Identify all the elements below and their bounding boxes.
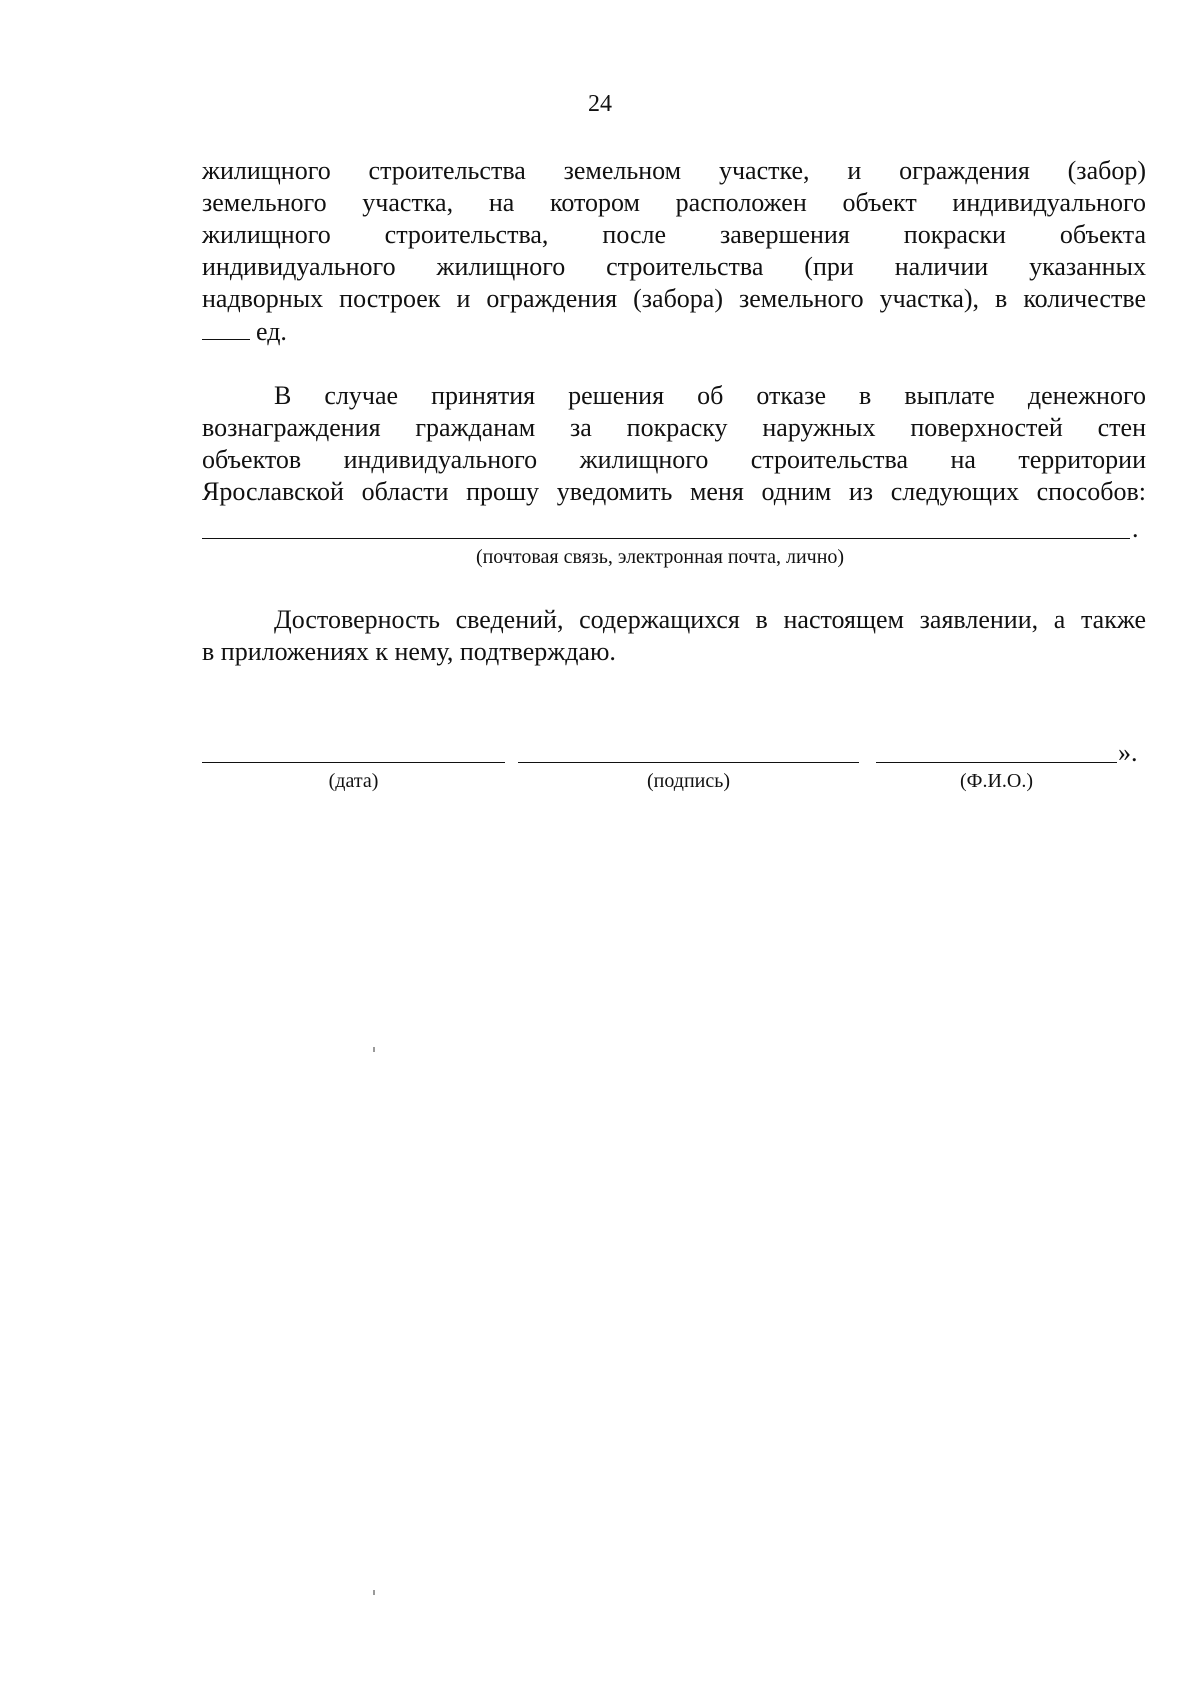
paragraph-1-line: индивидуального жилищного строительства (при наличии указанных xyxy=(202,252,1146,281)
quantity-unit: ед. xyxy=(256,317,287,346)
paragraph-1-line: жилищного строительства, после завершения покраски объекта xyxy=(202,220,1146,249)
closing-quote: ». xyxy=(1118,738,1138,767)
paragraph-1-line: жилищного строительства земельном участке, и ограждения (забор) xyxy=(202,156,1146,185)
quantity-line xyxy=(202,315,1146,347)
paragraph-2-line: В случае принятия решения об отказе в выплате денежного xyxy=(274,381,1146,410)
scan-speck xyxy=(373,1047,375,1052)
notification-method-field xyxy=(202,538,1130,539)
paragraph-3 xyxy=(202,604,1146,668)
paragraph-3-line: в приложениях к нему, подтверждаю. xyxy=(202,637,616,666)
paragraph-3-line: Достоверность сведений, содержащихся в настоящем заявлении, а также xyxy=(274,605,1146,634)
date-caption: (дата) xyxy=(328,770,379,792)
paragraph-2-line: вознаграждения гражданам за покраску наружных поверхностей стен xyxy=(202,413,1146,442)
paragraph-1-line: земельного участка, на котором расположен объект индивидуального xyxy=(202,188,1146,217)
full-name-field xyxy=(876,762,1117,763)
signature-field xyxy=(518,762,859,763)
paragraph-2 xyxy=(202,380,1146,508)
scan-speck xyxy=(373,1590,375,1595)
date-field xyxy=(202,762,505,763)
paragraph-1 xyxy=(202,155,1146,347)
full-name-caption: (Ф.И.О.) xyxy=(959,770,1033,792)
paragraph-2-line: Ярославской области прошу уведомить меня одним из следующих способов: xyxy=(202,477,1146,506)
signature-caption: (подпись) xyxy=(646,770,731,792)
notification-line-end: . xyxy=(1132,514,1139,543)
quantity-blank xyxy=(202,315,250,340)
notification-method-caption: (почтовая связь, электронная почта, лично) xyxy=(475,546,845,568)
page-number: 24 xyxy=(588,91,612,117)
paragraph-2-line: объектов индивидуального жилищного строительства на территории xyxy=(202,445,1146,474)
paragraph-1-line: надворных построек и ограждения (забора) земельного участка), в количестве xyxy=(202,284,1146,313)
